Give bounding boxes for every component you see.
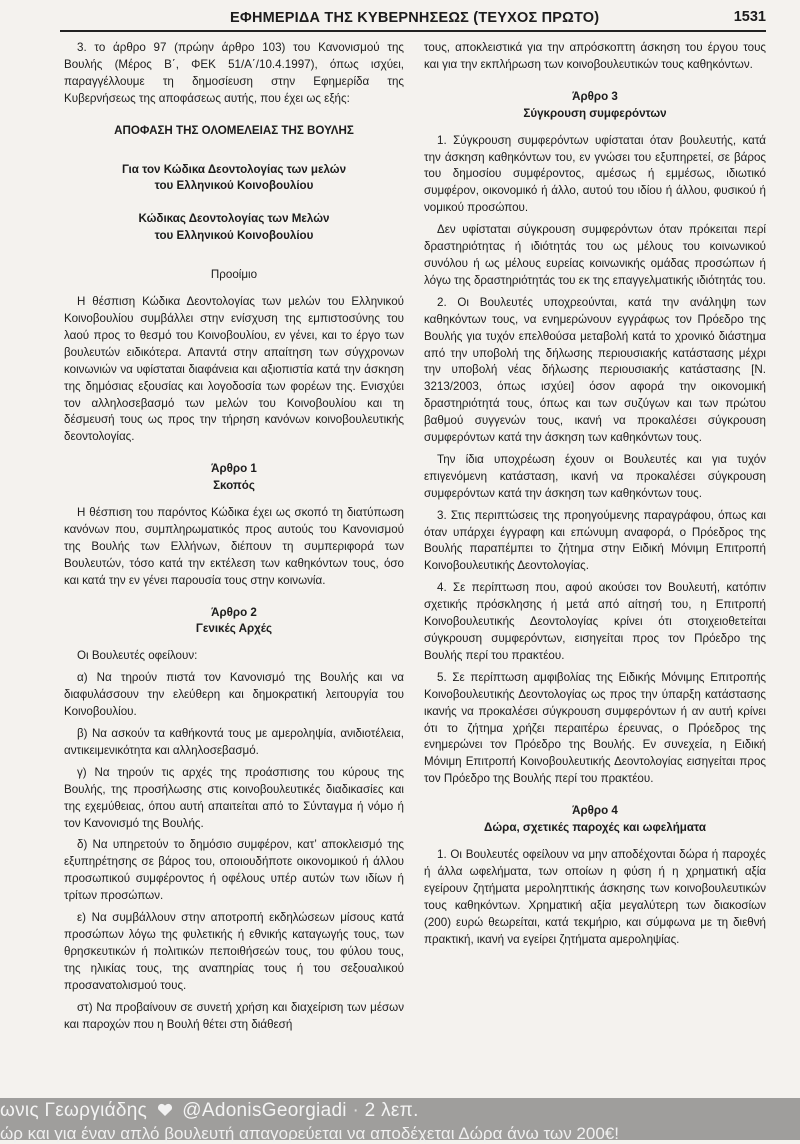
page-number: 1531 [733,9,766,25]
gazette-title: ΕΦΗΜΕΡΙΔΑ ΤΗΣ ΚΥΒΕΡΝΗΣΕΩΣ (ΤΕΥΧΟΣ ΠΡΩΤΟ) [230,10,600,26]
article3-paragraph-1b: Δεν υφίσταται σύγκρουση συμφερόντων όταν πρόκειται περί δραστηριότητας ή ιδιότητάς του ως μέλους του κοινωνικού συνόλου ή ως μέλους ευρείας κοινωνικής ομάδας προσώπων ή λόγω της δραστηριότητάς του εκ της επαγγελματικής ιδιότητάς του. [424,223,766,287]
article3-number: Άρθρο 3 [572,89,618,103]
code-subtitle-line2: του Ελληνικού Κοινοβουλίου [154,229,314,243]
article2-item-a: α) Να τηρούν πιστά τον Κανονισμό της Βουλής και να διαφυλάσσουν την ελεύθερη και δημοκρατική λειτουργία του Κοινοβουλίου. [64,671,404,719]
decision-title: ΑΠΟΦΑΣΗ ΤΗΣ ΟΛΟΜΕΛΕΙΑΣ ΤΗΣ ΒΟΥΛΗΣ [114,123,354,137]
article3-paragraph-2: 2. Οι Βουλευτές υποχρεούνται, κατά την ανάληψη των καθηκόντων τους, να ενημερώνουν εγγράφως τον Πρόεδρο της Βουλής για τυχόν επελθούσα μεταβολή κατά το χρονικό διάστημα από την υποβολή της δήλωσης περιουσιακής κατάστασης μέχρι την υποβολή νέας δήλωσης περιουσιακής κατάστασης [Ν. 3213/2003, όπως ισχύει] όσον αφορά την οικονομική δραστηριότητά τους, όπως και των συζύγων και των πρώτου βαθμού συγγενών τους, ικανή να προκαλέσει σύγκρουση συμφερόντων κατά την άσκηση των καθηκόντων τους. [424,295,766,445]
article2-item-f: στ) Να προβαίνουν σε συνετή χρήση και διαχείριση των μέσων και παροχών που η Βουλή θέτει στη διάθεσή [64,1000,404,1031]
right-column [424,40,766,953]
article3-paragraph-1: 1. Σύγκρουση συμφερόντων υφίσταται όταν βουλευτής, κατά την άσκηση καθηκόντων του, εν γνώσει του εξυπηρετεί, σε βάρος του δημοσίου συμφέροντος, αμέσως ή εμμέσως, ιδιωτικό συμφέρον, οικονομικό ή άλλο, αυτού του ιδίου ή άλλου, φυσικού ή νομικού προσώπου. [424,133,766,215]
article3-paragraph-3: 3. Στις περιπτώσεις της προηγούμενης παραγράφου, όπως και όταν υπάρχει έγγραφη και επώνυμη αναφορά, ο Πρόεδρος της Βουλής παραπέμπει το ζήτημα στην Ειδική Μόνιμη Επιτροπή Κοινοβουλευτικής Δεοντολογίας. [424,508,766,573]
code-title-line1: Για τον Κώδικα Δεοντολογίας των μελών [121,162,347,176]
preamble-paragraph: Η θέσπιση Κώδικα Δεοντολογίας των μελών του Ελληνικού Κοινοβουλίου συμβάλλει στην ενίσχυση της εμπιστοσύνης του λαού προς το θεσμό του Κοινοβουλίου, εν γένει, και το έργο των βουλευτών ειδικότερα. Απαντά στην απαίτηση των σύγχρονων κοινωνιών να υφίσταται διαφάνεια και αξιοπιστία κατά την άσκηση της δημόσιας εξουσίας και λογοδοσία των φορέων της. Ενισχύει τον αλληλοσεβασμό των μελών του Κοινοβουλίου και τη δέσμευσή τους ως προς την τήρηση κανόνων κοινοβουλευτικής δεοντολογίας. [64,295,404,444]
tweet-author-line [0,1100,419,1122]
code-title-line2: του Ελληνικού Κοινοβουλίου [154,179,314,193]
article3-paragraph-2b: Την ίδια υποχρέωση έχουν οι Βουλευτές και για τυχόν επιγενόμενη κατάσταση, ικανή να προκαλέσει σύγκρουση συμφερόντων κατά την άσκηση των καθηκόντων τους. [424,452,766,500]
article3-paragraph-4: 4. Σε περίπτωση που, αφού ακούσει τον Βουλευτή, κατόπιν σχετικής πρόσκλησης ή μετά από αίτησή του, η Επιτροπή Κοινοβουλευτικής Δεοντολογίας κρίνει ότι στοιχειοθετείται σύγκρουση συμφερόντων, εισηγείται προς τον Πρόεδρο της Βουλής περί του πρακτέου. [424,581,766,662]
article2-item-d: δ) Να υπηρετούν το δημόσιο συμφέρον, κατ’ αποκλεισμό της εξυπηρέτησης σε βάρος του, οποιουδήποτε οικονομικού ή άλλου προσωπικού συμφέροντος ή οφέλους υπέρ αυτών των ιδίων ή τρίτων προσώπων. [64,838,404,903]
article1-title: Σκοπός [213,479,255,493]
article3-paragraph-5: 5. Σε περίπτωση αμφιβολίας της Ειδικής Μόνιμης Επιτροπής Κοινοβουλευτικής Δεοντολογίας ως προς την ύπαρξη κατάστασης ικανής να προκαλέσει σύγκρουση συμφερόντων ή αν αυτή κρίνει ότι το ζήτημα χρήζει περαιτέρω έρευνας, ο Πρόεδρος της ενημερώνει τον Πρόεδρο της Βουλής. Εν συνεχεία, η Ειδική Μόνιμη Επιτροπή Κοινοβουλευτικής Δεοντολογίας εισηγείται προς τον Πρόεδρο της Βουλής περί του πρακτέου. [424,670,766,786]
article3-title: Σύγκρουση συμφερόντων [523,106,667,120]
continuation-paragraph: τους, αποκλειστικά για την απρόσκοπτη άσκηση του έργου τους και για την εκπλήρωση των κοινοβουλευτικών τους καθηκόντων. [424,41,766,71]
tweet-handle[interactable]: @AdonisGeorgiadi [182,1100,347,1121]
article2-item-c: γ) Να τηρούν τις αρχές της προάσπισης του κύρους της Βουλής, της προσήλωσης στις κοινοβουλευτικές διαδικασίες και της εχεμύθειας, όπου αυτή απαιτείται από το Σύνταγμα ή νόμο ή τον Κανονισμό της Βουλής. [64,765,404,830]
article2-lead: Οι Βουλευτές οφείλουν: [77,649,198,663]
code-subtitle-line1: Κώδικας Δεοντολογίας των Μελών [138,212,330,226]
article4-number: Άρθρο 4 [572,804,618,818]
article4-paragraph-1: 1. Οι Βουλευτές οφείλουν να μην αποδέχονται δώρα ή παροχές ή άλλα ωφελήματα, των οποίων η φύση ή η χρηματική αξία εγείρουν ζητήματα μεροληπτικής άσκησης των κοινοβουλευτικών τους καθηκόντων. Χρηματική αξία μεγαλύτερη των διακοσίων (200) ευρώ θεωρείται, κατά τεκμήριο, και σύμφωνα με τη διεθνή πρακτική, ικανή να εγείρει ζητήματα αμεροληψίας. [424,847,766,946]
tweet-time: 2 λεπ. [364,1100,419,1121]
article2-item-e: ε) Να συμβάλλουν στην αποτροπή εκδηλώσεων μίσους κατά προσώπων λόγω της φυλετικής ή εθνικής καταγωγής τους, των θρησκευτικών ή πολιτικών πεποιθήσεών τους, του φύλου τους, της ηλικίας τους, της αναπηρίας τους ή του σεξουαλικού προσανατολισμού τους. [64,911,404,992]
tweet-author-name[interactable]: ωνις Γεωργιάδης [0,1100,148,1121]
tweet-overlay [0,1098,800,1143]
article1-number: Άρθρο 1 [211,462,257,476]
article2-number: Άρθρο 2 [211,605,257,619]
article4-title: Δώρα, σχετικές παροχές και ωφελήματα [484,821,706,835]
left-column [64,40,404,1038]
preamble-heading: Προοίμιο [210,268,258,282]
article2-title: Γενικές Αρχές [195,622,273,636]
intro-paragraph: 3. το άρθρο 97 (πρώην άρθρο 103) του Κανονισμού της Βουλής (Μέρος Β΄, ΦΕΚ 51/Α΄/10.4.1997), όπως ισχύει, παραγγέλλουμε τη δημοσίευση στην Εφημερίδα της Κυβερνήσεως της αποφάσεως αυτής, που έχει ως εξής: [64,41,404,105]
article1-paragraph: Η θέσπιση του παρόντος Κώδικα έχει ως σκοπό τη διατύπωση κανόνων που, συμπληρωματικός προς αυτούς του Κανονισμού της Βουλής των Ελλήνων, διέπουν τη συμπεριφορά των Βουλευτών, τόσο κατά την εκτέλεση των καθηκόντων τους, όσο και κατά την εν γένει παρουσία τους στην κοινωνία. [64,506,404,587]
heart-icon [157,1103,173,1117]
tweet-text: ώρ και για έναν απλό βουλευτή απαγορεύεται να αποδέχεται Δώρα άνω των 200€! [0,1124,619,1143]
article2-item-b: β) Να ασκούν τα καθήκοντά τους με αμεροληψία, ανιδιοτέλεια, αντικειμενικότητα και αλληλοσεβασμό. [64,727,404,757]
page-header [60,8,766,32]
tweet-separator: · [352,1100,365,1121]
